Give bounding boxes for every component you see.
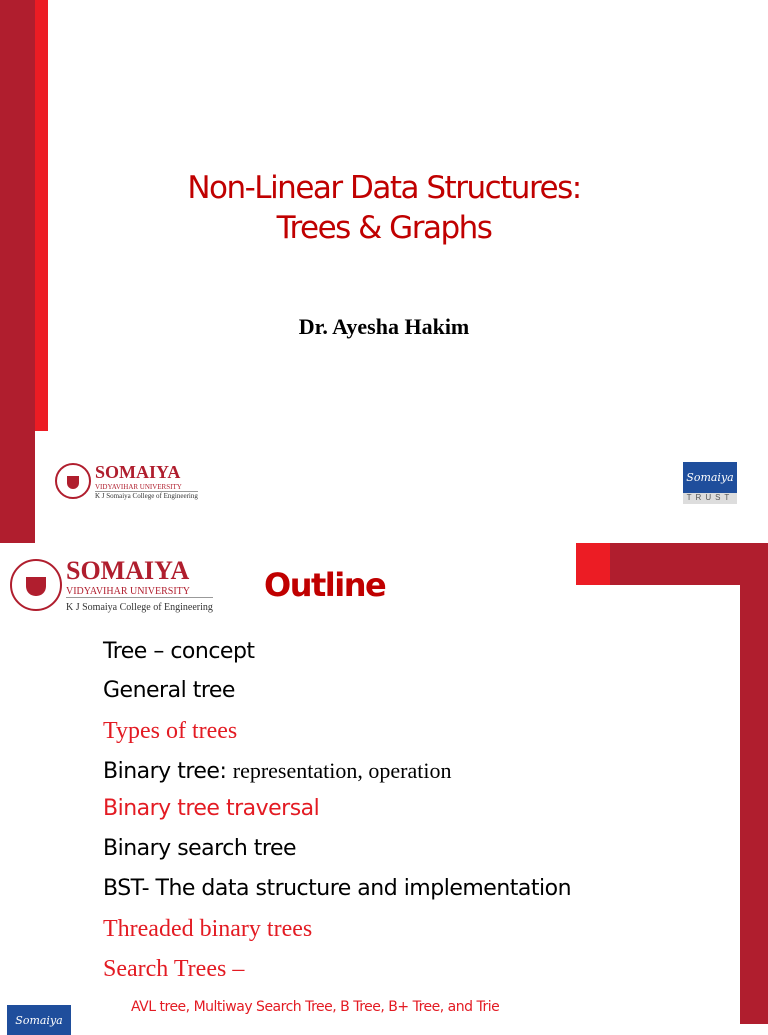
outline-subitem: AVL tree, Multiway Search Tree, B Tree, B+ Tree, and Trie bbox=[131, 999, 500, 1015]
slide-title-line2: Trees & Graphs bbox=[276, 210, 492, 246]
outline-item bbox=[103, 757, 451, 784]
trust-script: Somaiya bbox=[7, 1005, 71, 1035]
emblem-icon bbox=[55, 463, 91, 499]
somaiya-trust-logo bbox=[683, 462, 737, 504]
logo-name: SOMAIYA bbox=[95, 462, 181, 482]
logo-name: SOMAIYA bbox=[66, 556, 190, 585]
somaiya-logo bbox=[55, 462, 198, 500]
corner-accent-square bbox=[576, 543, 610, 585]
logo-college: K J Somaiya College of Engineering bbox=[66, 602, 213, 613]
logo-university: VIDYAVIHAR UNIVERSITY bbox=[66, 586, 213, 598]
outline-item: Binary tree traversal bbox=[103, 796, 320, 821]
outline-item: Types of trees bbox=[103, 718, 238, 744]
outline-item: Search Trees – bbox=[103, 956, 245, 982]
outline-title: Outline bbox=[264, 566, 386, 604]
somaiya-logo-slide2 bbox=[10, 556, 213, 613]
somaiya-trust-logo-slide2 bbox=[7, 1005, 71, 1035]
outline-item-detail: representation, operation bbox=[232, 758, 452, 783]
outline-item: Threaded binary trees bbox=[103, 916, 313, 942]
outline-item: Binary search tree bbox=[103, 836, 297, 861]
slide-title-line1: Non-Linear Data Structures: bbox=[187, 170, 581, 206]
trust-label: TRUST bbox=[683, 493, 737, 504]
logo-college: K J Somaiya College of Engineering bbox=[95, 492, 198, 500]
emblem-icon bbox=[10, 559, 62, 611]
outline-item: Tree – concept bbox=[103, 639, 255, 664]
outline-item-label: Binary tree: bbox=[103, 759, 227, 784]
outline-item: General tree bbox=[103, 678, 235, 703]
author: Dr. Ayesha Hakim bbox=[298, 314, 470, 339]
left-accent-bar bbox=[0, 0, 35, 543]
outline-item: BST- The data structure and implementation bbox=[103, 876, 572, 901]
trust-script: Somaiya bbox=[683, 462, 737, 493]
logo-university: VIDYAVIHAR UNIVERSITY bbox=[95, 483, 198, 492]
corner-accent-bar bbox=[610, 543, 768, 585]
right-accent-bar bbox=[740, 585, 768, 1024]
